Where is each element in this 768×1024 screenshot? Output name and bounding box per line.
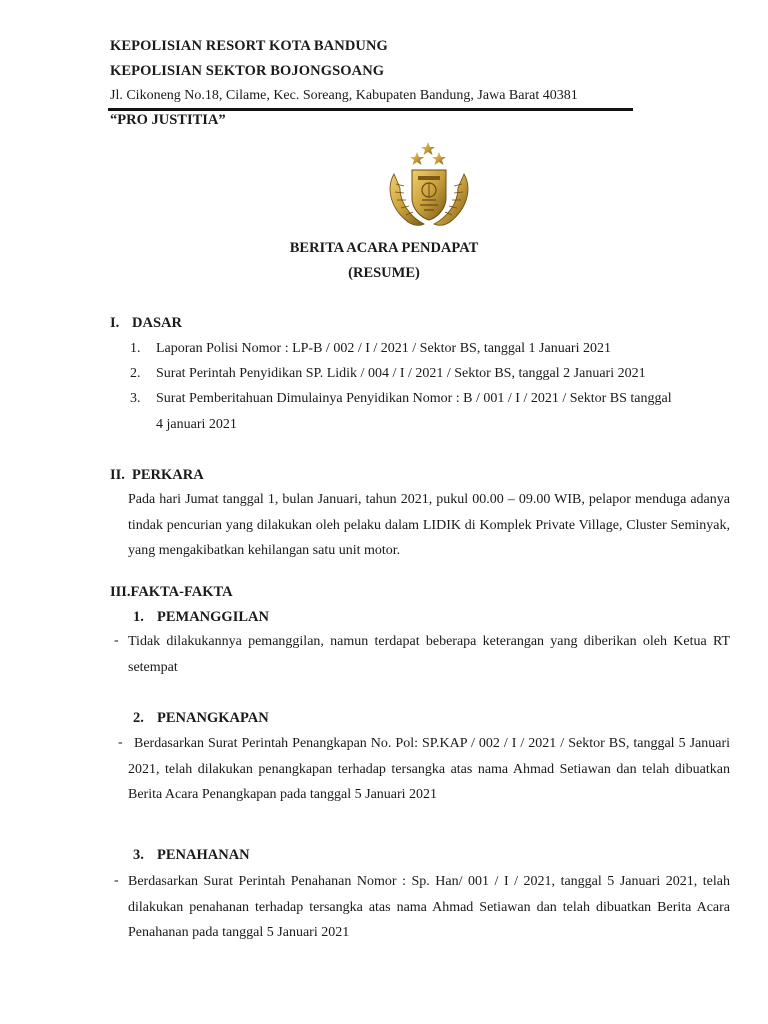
subsection-number: 3.	[133, 847, 144, 863]
subsection-title: PENAHANAN	[157, 847, 250, 863]
dash-bullet: -	[114, 873, 119, 888]
section-number: I.	[110, 315, 120, 331]
item-number: 1.	[130, 341, 141, 356]
pro-justitia: “PRO JUSTITIA”	[110, 112, 226, 128]
item-text-continuation: 4 januari 2021	[156, 417, 237, 432]
section-fakta-heading: III.FAKTA-FAKTA	[110, 584, 233, 600]
item-text: Surat Perintah Penyidikan SP. Lidik / 004 / I / 2021 / Sektor BS, tanggal 2 Januari 2021	[156, 366, 646, 381]
header-line-1: KEPOLISIAN RESORT KOTA BANDUNG	[110, 38, 388, 54]
section-number: II.	[110, 467, 125, 483]
subsection-title: PENANGKAPAN	[157, 710, 269, 726]
item-number: 2.	[130, 366, 141, 381]
section-title: DASAR	[132, 315, 182, 331]
dash-bullet: -	[118, 735, 123, 750]
subsection-number: 1.	[133, 609, 144, 625]
subsection-title: PEMANGGILAN	[157, 609, 269, 625]
header-address: Jl. Cikoneng No.18, Cilame, Kec. Soreang, Kabupaten Bandung, Jawa Barat 40381	[110, 88, 578, 103]
subsection-penangkapan-heading	[133, 710, 269, 727]
section-dasar-heading	[110, 315, 182, 332]
subsection-number: 2.	[133, 710, 144, 726]
item-text: Surat Pemberitahuan Dimulainya Penyidikan Nomor : B / 001 / I / 2021 / Sektor BS tanggal	[156, 391, 672, 406]
police-emblem-icon	[384, 140, 480, 230]
header-line-2: KEPOLISIAN SEKTOR BOJONGSOANG	[110, 63, 385, 79]
section-perkara-heading	[110, 467, 204, 484]
item-number: 3.	[130, 391, 141, 406]
section-title: PERKARA	[132, 467, 204, 483]
list-item	[130, 341, 611, 357]
penangkapan-paragraph: Berdasarkan Surat Perintah Penangkapan No. Pol: SP.KAP / 002 / I / 2021 / Sektor BS, tanggal 5 Januari 2021, telah dilakukan penangkapan terhadap tersangka atas nama Ahmad Setiawan dan telah dibuatkan Berita Acara Penangkapan pada tanggal 5 Januari 2021	[128, 736, 730, 802]
document-subtitle: (RESUME)	[348, 265, 420, 281]
header-divider	[108, 108, 633, 111]
perkara-paragraph: Pada hari Jumat tanggal 1, bulan Januari, tahun 2021, pukul 00.00 – 09.00 WIB, pelapor menduga adanya tindak pencurian yang dilakukan oleh pelaku dalam LIDIK di Komplek Private Village, Cluster Seminyak, yang mengakibatkan kehilangan satu unit motor.	[128, 492, 730, 558]
subsection-penahanan-heading	[133, 847, 250, 864]
pemanggilan-paragraph: Tidak dilakukannya pemanggilan, namun terdapat beberapa keterangan yang diberikan oleh Ketua RT setempat	[128, 634, 730, 675]
document-title: BERITA ACARA PENDAPAT	[289, 240, 479, 256]
penahanan-paragraph: Berdasarkan Surat Perintah Penahanan Nomor : Sp. Han/ 001 / I / 2021, tanggal 5 Januari 2021, telah dilakukan penahanan terhadap tersangka atas nama Ahmad Setiawan dan telah dibuatkan Berita Acara Penahanan pada tanggal 5 Januari 2021	[128, 874, 730, 940]
list-item	[130, 366, 646, 382]
subsection-pemanggilan-heading	[133, 609, 269, 626]
item-text: Laporan Polisi Nomor : LP-B / 002 / I / 2021 / Sektor BS, tanggal 1 Januari 2021	[156, 341, 611, 356]
dash-bullet: -	[114, 633, 119, 648]
list-item	[130, 391, 730, 407]
